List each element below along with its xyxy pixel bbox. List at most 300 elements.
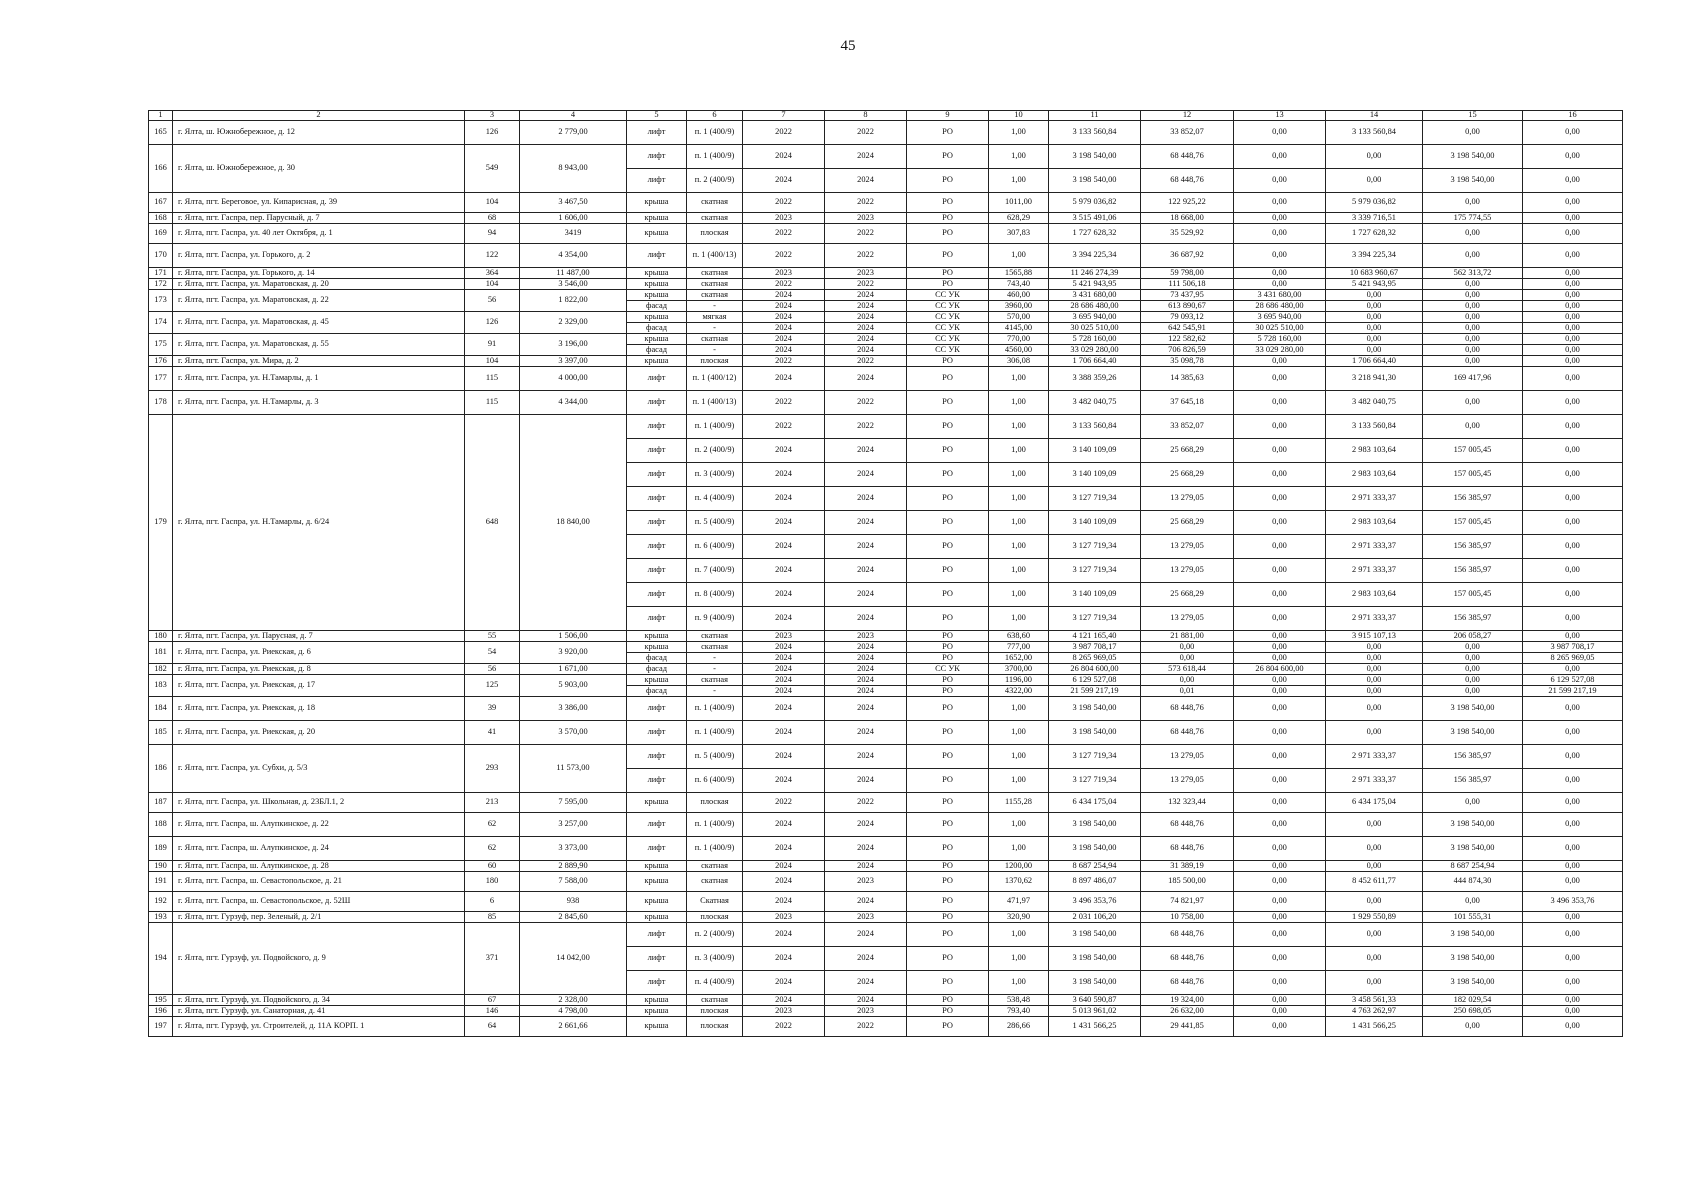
column-header-8: 8 [825, 111, 907, 121]
cost-item-15: 3 198 540,00 [1423, 813, 1523, 837]
volume: 1,00 [989, 971, 1049, 995]
total-cost: 5 421 943,95 [1049, 279, 1141, 290]
cost-item-13: 0,00 [1234, 653, 1326, 664]
work-detail: - [687, 686, 743, 697]
apartments: 125 [465, 675, 520, 697]
work-type: крыша [627, 861, 687, 872]
address: г. Ялта, пгт. Гаспра, ул. Горького, д. 14 [173, 268, 465, 279]
work-detail: п. 3 (400/9) [687, 463, 743, 487]
cost-item-12: 68 448,76 [1141, 837, 1234, 861]
cost-item-13: 30 025 510,00 [1234, 323, 1326, 334]
volume: 1,00 [989, 367, 1049, 391]
table-row [149, 642, 1623, 653]
cost-item-16: 0,00 [1523, 813, 1623, 837]
table-row [149, 664, 1623, 675]
cost-item-14: 3 133 560,84 [1326, 121, 1423, 145]
cost-item-16: 0,00 [1523, 837, 1623, 861]
plan-year-start: 2023 [743, 912, 825, 923]
cost-item-12: 0,00 [1141, 653, 1234, 664]
work-detail: плоская [687, 1017, 743, 1037]
table-row [149, 813, 1623, 837]
plan-year-end: 2024 [825, 367, 907, 391]
cost-item-15: 0,00 [1423, 301, 1523, 312]
cost-item-15: 3 198 540,00 [1423, 169, 1523, 193]
apartments: 67 [465, 995, 520, 1006]
address: г. Ялта, пгт. Гурзуф, ул. Подвойского, д. 34 [173, 995, 465, 1006]
cost-item-15: 157 005,45 [1423, 439, 1523, 463]
work-detail: скатная [687, 213, 743, 224]
total-cost: 26 804 600,00 [1049, 664, 1141, 675]
row-number: 195 [149, 995, 173, 1006]
cost-item-16: 0,00 [1523, 793, 1623, 813]
cost-item-16: 8 265 969,05 [1523, 653, 1623, 664]
cost-item-16: 0,00 [1523, 971, 1623, 995]
address: г. Ялта, пгт. Гаспра, ул. Н.Тамарлы, д. 1 [173, 367, 465, 391]
work-type: крыша [627, 995, 687, 1006]
cost-item-12: 79 093,12 [1141, 312, 1234, 323]
page-number: 45 [840, 38, 856, 54]
work-detail: - [687, 653, 743, 664]
work-type: крыша [627, 334, 687, 345]
work-detail: п. 1 (400/13) [687, 244, 743, 268]
cost-item-12: 18 668,00 [1141, 213, 1234, 224]
table-row [149, 923, 1623, 947]
row-number: 187 [149, 793, 173, 813]
cost-item-13: 3 695 940,00 [1234, 312, 1326, 323]
cost-item-15: 157 005,45 [1423, 583, 1523, 607]
work-type: лифт [627, 169, 687, 193]
table-row [149, 268, 1623, 279]
table-row [149, 279, 1623, 290]
total-area: 2 889,90 [520, 861, 627, 872]
cost-item-14: 1 431 566,25 [1326, 1017, 1423, 1037]
cost-item-12: 25 668,29 [1141, 511, 1234, 535]
executor: СС УК [907, 334, 989, 345]
plan-year-start: 2024 [743, 439, 825, 463]
total-cost: 3 482 040,75 [1049, 391, 1141, 415]
cost-item-14: 2 971 333,37 [1326, 559, 1423, 583]
plan-year-start: 2023 [743, 631, 825, 642]
executor: РО [907, 145, 989, 169]
work-type: крыша [627, 224, 687, 244]
total-cost: 3 198 540,00 [1049, 947, 1141, 971]
cost-item-15: 156 385,97 [1423, 559, 1523, 583]
work-type: лифт [627, 463, 687, 487]
table-row [149, 290, 1623, 301]
cost-item-14: 0,00 [1326, 686, 1423, 697]
work-type: крыша [627, 213, 687, 224]
plan-year-start: 2024 [743, 345, 825, 356]
plan-year-end: 2024 [825, 169, 907, 193]
plan-year-start: 2022 [743, 356, 825, 367]
work-type: лифт [627, 415, 687, 439]
cost-item-16: 0,00 [1523, 415, 1623, 439]
volume: 743,40 [989, 279, 1049, 290]
plan-year-end: 2024 [825, 439, 907, 463]
row-number: 175 [149, 334, 173, 356]
volume: 1,00 [989, 769, 1049, 793]
total-area: 18 840,00 [520, 415, 627, 631]
total-cost: 3 127 719,34 [1049, 559, 1141, 583]
executor: РО [907, 745, 989, 769]
plan-year-start: 2024 [743, 145, 825, 169]
volume: 1,00 [989, 121, 1049, 145]
plan-year-start: 2022 [743, 279, 825, 290]
volume: 1,00 [989, 487, 1049, 511]
work-detail: плоская [687, 356, 743, 367]
cost-item-15: 0,00 [1423, 334, 1523, 345]
volume: 1,00 [989, 813, 1049, 837]
work-detail: - [687, 323, 743, 334]
apartments: 91 [465, 334, 520, 356]
volume: 1,00 [989, 535, 1049, 559]
apartments: 94 [465, 224, 520, 244]
cost-item-15: 0,00 [1423, 1017, 1523, 1037]
total-cost: 33 029 280,00 [1049, 345, 1141, 356]
cost-item-14: 0,00 [1326, 837, 1423, 861]
plan-year-end: 2024 [825, 642, 907, 653]
cost-item-16: 0,00 [1523, 391, 1623, 415]
column-header-11: 11 [1049, 111, 1141, 121]
executor: РО [907, 415, 989, 439]
total-cost: 3 640 590,87 [1049, 995, 1141, 1006]
cost-item-14: 0,00 [1326, 675, 1423, 686]
table-row [149, 912, 1623, 923]
cost-item-16: 0,00 [1523, 912, 1623, 923]
plan-year-end: 2024 [825, 813, 907, 837]
table-row [149, 415, 1623, 439]
plan-year-end: 2024 [825, 511, 907, 535]
cost-item-14: 0,00 [1326, 653, 1423, 664]
cost-item-12: 68 448,76 [1141, 923, 1234, 947]
table-row [149, 892, 1623, 912]
work-type: крыша [627, 356, 687, 367]
total-cost: 3 127 719,34 [1049, 487, 1141, 511]
volume: 570,00 [989, 312, 1049, 323]
row-number: 191 [149, 872, 173, 892]
total-cost: 1 706 664,40 [1049, 356, 1141, 367]
cost-item-15: 0,00 [1423, 793, 1523, 813]
work-type: лифт [627, 813, 687, 837]
table-row [149, 793, 1623, 813]
total-cost: 2 031 106,20 [1049, 912, 1141, 923]
cost-item-16: 0,00 [1523, 463, 1623, 487]
total-area: 3 546,00 [520, 279, 627, 290]
total-cost: 8 897 486,07 [1049, 872, 1141, 892]
apartments: 6 [465, 892, 520, 912]
apartments: 549 [465, 145, 520, 193]
apartments: 122 [465, 244, 520, 268]
work-type: лифт [627, 487, 687, 511]
plan-year-end: 2022 [825, 793, 907, 813]
plan-year-start: 2024 [743, 463, 825, 487]
total-cost: 8 687 254,94 [1049, 861, 1141, 872]
cost-item-16: 0,00 [1523, 664, 1623, 675]
table-wrapper [148, 110, 1623, 1037]
plan-year-start: 2023 [743, 268, 825, 279]
table-row [149, 244, 1623, 268]
plan-year-end: 2022 [825, 1017, 907, 1037]
plan-year-start: 2022 [743, 193, 825, 213]
cost-item-14: 0,00 [1326, 145, 1423, 169]
volume: 1,00 [989, 721, 1049, 745]
cost-item-15: 3 198 540,00 [1423, 837, 1523, 861]
row-number: 182 [149, 664, 173, 675]
table-row [149, 334, 1623, 345]
cost-item-16: 0,00 [1523, 745, 1623, 769]
work-type: лифт [627, 837, 687, 861]
work-type: лифт [627, 769, 687, 793]
cost-item-12: 31 389,19 [1141, 861, 1234, 872]
plan-year-start: 2024 [743, 995, 825, 1006]
work-type: крыша [627, 642, 687, 653]
plan-year-start: 2023 [743, 1006, 825, 1017]
work-detail: - [687, 301, 743, 312]
address: г. Ялта, пгт. Гаспра, ул. Маратовская, д. 45 [173, 312, 465, 334]
cost-item-12: 35 529,92 [1141, 224, 1234, 244]
cost-item-16: 0,00 [1523, 923, 1623, 947]
cost-item-12: 33 852,07 [1141, 415, 1234, 439]
total-area: 4 354,00 [520, 244, 627, 268]
plan-year-end: 2024 [825, 697, 907, 721]
apartments: 104 [465, 279, 520, 290]
total-area: 2 845,60 [520, 912, 627, 923]
apartments: 60 [465, 861, 520, 872]
cost-item-13: 0,00 [1234, 415, 1326, 439]
work-detail: мягкая [687, 312, 743, 323]
cost-item-12: 13 279,05 [1141, 487, 1234, 511]
address: г. Ялта, ш. Южнобережное, д. 12 [173, 121, 465, 145]
cost-item-14: 3 458 561,33 [1326, 995, 1423, 1006]
plan-year-start: 2023 [743, 213, 825, 224]
plan-year-end: 2024 [825, 290, 907, 301]
total-area: 2 661,66 [520, 1017, 627, 1037]
cost-item-12: 68 448,76 [1141, 145, 1234, 169]
total-cost: 1 431 566,25 [1049, 1017, 1141, 1037]
table-row [149, 721, 1623, 745]
cost-item-13: 3 431 680,00 [1234, 290, 1326, 301]
column-header-3: 3 [465, 111, 520, 121]
plan-year-start: 2022 [743, 121, 825, 145]
plan-year-end: 2022 [825, 224, 907, 244]
cost-item-12: 73 437,95 [1141, 290, 1234, 301]
executor: РО [907, 686, 989, 697]
cost-item-15: 0,00 [1423, 290, 1523, 301]
volume: 1,00 [989, 415, 1049, 439]
volume: 4145,00 [989, 323, 1049, 334]
cost-item-13: 0,00 [1234, 745, 1326, 769]
cost-item-15: 0,00 [1423, 356, 1523, 367]
volume: 1,00 [989, 947, 1049, 971]
cost-item-14: 0,00 [1326, 721, 1423, 745]
column-header-15: 15 [1423, 111, 1523, 121]
cost-item-15: 101 555,31 [1423, 912, 1523, 923]
cost-item-15: 0,00 [1423, 345, 1523, 356]
work-detail: скатная [687, 675, 743, 686]
cost-item-15: 3 198 540,00 [1423, 697, 1523, 721]
table-row [149, 224, 1623, 244]
work-type: крыша [627, 279, 687, 290]
volume: 628,29 [989, 213, 1049, 224]
row-number: 190 [149, 861, 173, 872]
total-cost: 1 727 628,32 [1049, 224, 1141, 244]
cost-item-13: 0,00 [1234, 268, 1326, 279]
volume: 1,00 [989, 145, 1049, 169]
work-type: крыша [627, 631, 687, 642]
total-cost: 3 140 109,09 [1049, 583, 1141, 607]
cost-item-15: 0,00 [1423, 686, 1523, 697]
cost-item-16: 0,00 [1523, 356, 1623, 367]
executor: РО [907, 642, 989, 653]
cost-item-15: 156 385,97 [1423, 535, 1523, 559]
total-cost: 3 127 719,34 [1049, 769, 1141, 793]
column-header-16: 16 [1523, 111, 1623, 121]
row-number: 177 [149, 367, 173, 391]
work-type: фасад [627, 653, 687, 664]
row-number: 183 [149, 675, 173, 697]
cost-item-13: 26 804 600,00 [1234, 664, 1326, 675]
cost-item-13: 0,00 [1234, 923, 1326, 947]
cost-item-15: 0,00 [1423, 323, 1523, 334]
address: г. Ялта, пгт. Гурзуф, ул. Строителей, д. 11А КОРП. 1 [173, 1017, 465, 1037]
volume: 538,48 [989, 995, 1049, 1006]
cost-item-12: 10 758,00 [1141, 912, 1234, 923]
total-cost: 3 198 540,00 [1049, 169, 1141, 193]
total-area: 3 386,00 [520, 697, 627, 721]
work-detail: плоская [687, 224, 743, 244]
work-detail: скатная [687, 268, 743, 279]
total-cost: 3 987 708,17 [1049, 642, 1141, 653]
cost-item-16: 0,00 [1523, 487, 1623, 511]
cost-item-16: 0,00 [1523, 312, 1623, 323]
cost-item-15: 3 198 540,00 [1423, 923, 1523, 947]
cost-item-16: 0,00 [1523, 244, 1623, 268]
apartments: 85 [465, 912, 520, 923]
volume: 1,00 [989, 607, 1049, 631]
cost-item-14: 0,00 [1326, 892, 1423, 912]
row-number: 178 [149, 391, 173, 415]
cost-item-16: 0,00 [1523, 535, 1623, 559]
column-header-10: 10 [989, 111, 1049, 121]
total-cost: 3 496 353,76 [1049, 892, 1141, 912]
address: г. Ялта, пгт. Гаспра, ул. Мира, д. 2 [173, 356, 465, 367]
plan-year-end: 2022 [825, 244, 907, 268]
plan-year-start: 2024 [743, 686, 825, 697]
work-detail: скатная [687, 279, 743, 290]
cost-item-12: 14 385,63 [1141, 367, 1234, 391]
total-cost: 3 515 491,06 [1049, 213, 1141, 224]
volume: 793,40 [989, 1006, 1049, 1017]
plan-year-end: 2024 [825, 607, 907, 631]
work-type: крыша [627, 268, 687, 279]
work-type: лифт [627, 697, 687, 721]
work-type: крыша [627, 892, 687, 912]
work-type: фасад [627, 664, 687, 675]
plan-year-start: 2024 [743, 769, 825, 793]
executor: РО [907, 653, 989, 664]
plan-year-start: 2024 [743, 861, 825, 872]
cost-item-16: 0,00 [1523, 268, 1623, 279]
cost-item-12: 613 890,67 [1141, 301, 1234, 312]
volume: 4560,00 [989, 345, 1049, 356]
cost-item-13: 0,00 [1234, 675, 1326, 686]
address: г. Ялта, пгт. Гаспра, ул. Риекская, д. 18 [173, 697, 465, 721]
cost-item-12: 68 448,76 [1141, 813, 1234, 837]
cost-item-16: 0,00 [1523, 1017, 1623, 1037]
plan-year-end: 2023 [825, 268, 907, 279]
plan-year-end: 2024 [825, 686, 907, 697]
row-number: 181 [149, 642, 173, 664]
work-detail: п. 1 (400/9) [687, 813, 743, 837]
cost-item-13: 0,00 [1234, 837, 1326, 861]
column-header-1: 1 [149, 111, 173, 121]
cost-item-13: 0,00 [1234, 279, 1326, 290]
total-area: 5 903,00 [520, 675, 627, 697]
total-cost: 3 394 225,34 [1049, 244, 1141, 268]
cost-item-12: 0,00 [1141, 675, 1234, 686]
cost-item-12: 0,01 [1141, 686, 1234, 697]
cost-item-15: 0,00 [1423, 312, 1523, 323]
column-header-9: 9 [907, 111, 989, 121]
column-header-5: 5 [627, 111, 687, 121]
total-cost: 3 140 109,09 [1049, 439, 1141, 463]
cost-item-16: 0,00 [1523, 439, 1623, 463]
total-cost: 3 133 560,84 [1049, 415, 1141, 439]
plan-year-end: 2024 [825, 559, 907, 583]
row-number: 168 [149, 213, 173, 224]
plan-year-end: 2022 [825, 391, 907, 415]
work-detail: скатная [687, 193, 743, 213]
volume: 1,00 [989, 391, 1049, 415]
plan-year-end: 2024 [825, 923, 907, 947]
cost-item-15: 3 198 540,00 [1423, 971, 1523, 995]
volume: 1370,62 [989, 872, 1049, 892]
cost-item-13: 0,00 [1234, 169, 1326, 193]
cost-item-12: 68 448,76 [1141, 721, 1234, 745]
work-detail: п. 5 (400/9) [687, 511, 743, 535]
cost-item-14: 3 482 040,75 [1326, 391, 1423, 415]
volume: 306,08 [989, 356, 1049, 367]
total-area: 3419 [520, 224, 627, 244]
cost-item-12: 122 582,62 [1141, 334, 1234, 345]
total-cost: 3 127 719,34 [1049, 535, 1141, 559]
work-type: фасад [627, 323, 687, 334]
plan-year-end: 2024 [825, 995, 907, 1006]
cost-item-16: 0,00 [1523, 631, 1623, 642]
executor: РО [907, 872, 989, 892]
cost-item-15: 0,00 [1423, 675, 1523, 686]
plan-year-end: 2022 [825, 193, 907, 213]
plan-year-start: 2022 [743, 391, 825, 415]
cost-item-14: 4 763 262,97 [1326, 1006, 1423, 1017]
executor: РО [907, 169, 989, 193]
cost-item-12: 122 925,22 [1141, 193, 1234, 213]
executor: РО [907, 268, 989, 279]
plan-year-start: 2024 [743, 583, 825, 607]
apartments: 126 [465, 121, 520, 145]
executor: РО [907, 861, 989, 872]
cost-item-16: 0,00 [1523, 367, 1623, 391]
work-type: лифт [627, 439, 687, 463]
table-row [149, 213, 1623, 224]
apartments: 56 [465, 290, 520, 312]
work-detail: скатная [687, 642, 743, 653]
cost-item-15: 156 385,97 [1423, 745, 1523, 769]
table-row [149, 356, 1623, 367]
row-number: 167 [149, 193, 173, 213]
cost-item-12: 13 279,05 [1141, 607, 1234, 631]
work-type: фасад [627, 301, 687, 312]
